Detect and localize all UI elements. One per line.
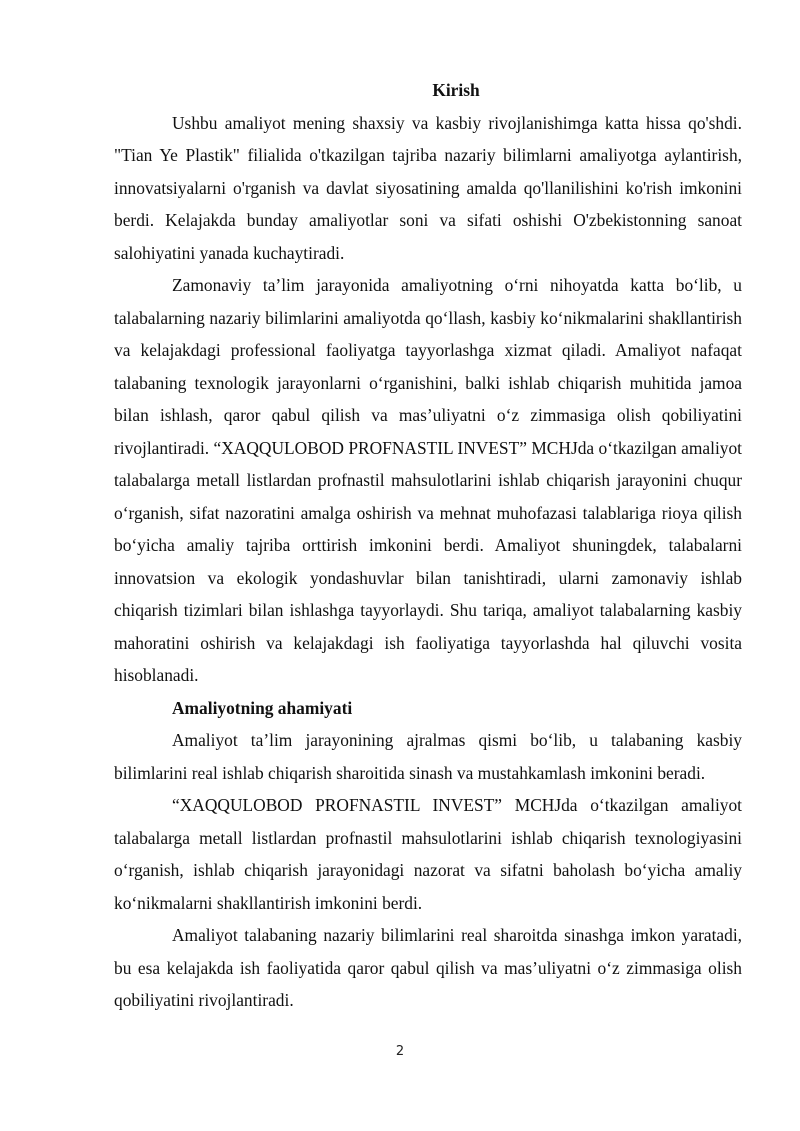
paragraph-intro: Ushbu amaliyot mening shaxsiy va kasbiy rivojlanishimga katta hissa qo'shdi. "Tian Ye Plastik" filialida o'tkazilgan tajriba nazariy bilimlarni amaliyotga aylantirish, innovatsiyalarni o'rganish va davlat siyosatining amalda qo'llanilishini ko'rish imkonini berdi. Kelajakda bunday amaliyotlar soni va sifati oshishi O'zbekistonning sanoat salohiyatini yanada kuchaytiradi. <box>114 112 742 263</box>
page-number: 2 <box>395 1044 405 1059</box>
paragraph-company-practice: “XAQQULOBOD PROFNASTIL INVEST” MCHJda o‘tkazilgan amaliyot talabalarga metall listlardan profnastil mahsulotlarini ishlab chiqarish texnologiyasini o‘rganish, ishlab chiqarish jarayonidagi nazorat va sifatni baholash bo‘yicha amaliy ko‘nikmalarni shakllantirish imkonini berdi. <box>114 795 742 913</box>
paragraph-importance: Amaliyot ta’lim jarayonining ajralmas qismi bo‘lib, u talabaning kasbiy bilimlarini real ishlab chiqarish sharoitida sinash va mustahkamlash imkonini beradi. <box>114 730 742 783</box>
document-page <box>114 74 742 1017</box>
section-title: Kirish <box>432 80 480 100</box>
paragraph-practice-role: Zamonaviy ta’lim jarayonida amaliyotning o‘rni nihoyatda katta bo‘lib, u talabalarning nazariy bilimlarini amaliyotda qo‘llash, kasbiy ko‘nikmalarini shakllantirish va kelajakdagi professional faoliyatga tayyorlashga xizmat qiladi. Amaliyot nafaqat talabaning texnologik jarayonlarni o‘rganishini, balki ishlab chiqarish muhitida jamoa bilan ishlash, qaror qabul qilish va mas’uliyatni o‘z zimmasiga olish qobiliyatini rivojlantiradi. “XAQQULOBOD PROFNASTIL INVEST” MCHJda o‘tkazilgan amaliyot talabalarga metall listlardan profnastil mahsulotlarini ishlab chiqarish jarayonini chuqur o‘rganish, sifat nazoratini amalga oshirish va mehnat muhofazasi talablariga rioya qilish bo‘yicha amaliy tajriba orttirish imkonini berdi. Amaliyot shuningdek, talabalarni innovatsion va ekologik yondashuvlar bilan tanishtiradi, ularni zamonaviy ishlab chiqarish tizimlari bilan ishlashga tayyorlaydi. Shu tariqa, amaliyot talabalarning kasbiy mahoratini oshirish va kelajakdagi ish faoliyatiga tayyorlashda hal qiluvchi vosita hisoblanadi. <box>114 275 742 685</box>
subheading: Amaliyotning ahamiyati <box>172 697 353 718</box>
paragraph-conclusion: Amaliyot talabaning nazariy bilimlarini real sharoitda sinashga imkon yaratadi, bu esa kelajakda ish faoliyatida qaror qabul qilish va mas’uliyatni o‘z zimmasiga olish qobiliyatini rivojlantiradi. <box>114 925 742 1010</box>
